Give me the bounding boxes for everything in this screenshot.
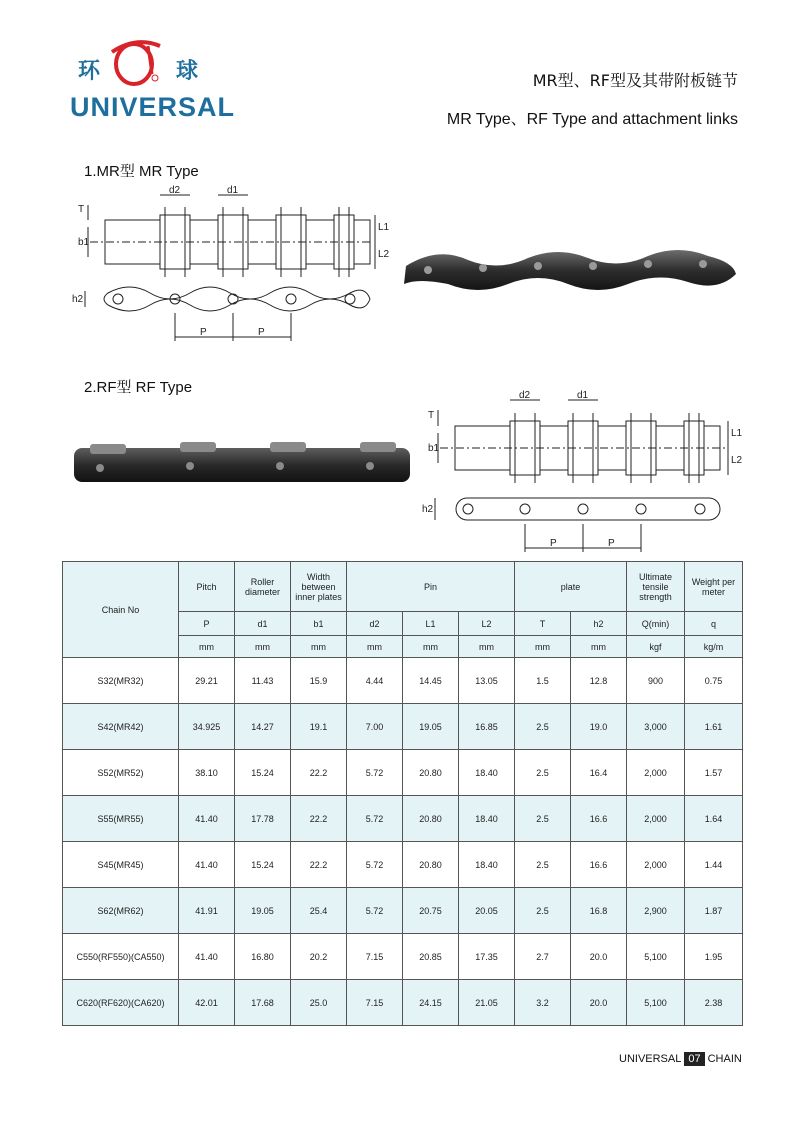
value-cell: 5,100 — [627, 980, 685, 1026]
value-cell: 20.80 — [403, 842, 459, 888]
header-pitch: Pitch — [179, 562, 235, 612]
value-cell: 20.75 — [403, 888, 459, 934]
value-cell: 20.2 — [291, 934, 347, 980]
value-cell: 1.87 — [685, 888, 743, 934]
value-cell: 42.01 — [179, 980, 235, 1026]
rf-dim-l2-label: L2 — [731, 455, 743, 466]
value-cell: 2.38 — [685, 980, 743, 1026]
symbol-cell: d1 — [235, 612, 291, 636]
symbol-cell: d2 — [347, 612, 403, 636]
dim-d1-label: d1 — [227, 185, 239, 196]
section-rf-title: 2.RF型 RF Type — [84, 379, 193, 396]
table-row — [63, 888, 743, 934]
value-cell: 25.0 — [291, 980, 347, 1026]
table-row — [63, 842, 743, 888]
value-cell: 16.4 — [571, 750, 627, 796]
unit-cell: mm — [571, 636, 627, 658]
value-cell: 17.35 — [459, 934, 515, 980]
value-cell: 900 — [627, 658, 685, 704]
value-cell: 2.5 — [515, 888, 571, 934]
value-cell: 7.15 — [347, 934, 403, 980]
value-cell: 41.40 — [179, 934, 235, 980]
rf-chain-drawing — [420, 388, 750, 558]
value-cell: 4.44 — [347, 658, 403, 704]
value-cell: 1.57 — [685, 750, 743, 796]
rf-chain-photo — [70, 438, 415, 490]
value-cell: 20.85 — [403, 934, 459, 980]
chain-no-cell: C550(RF550)(CA550) — [63, 934, 179, 980]
value-cell: 16.85 — [459, 704, 515, 750]
chain-no-cell: S45(MR45) — [63, 842, 179, 888]
logo-cn-left: 环 — [78, 59, 103, 84]
spec-table — [62, 561, 743, 1026]
rf-dim-t-label: T — [428, 410, 435, 421]
table-row — [63, 980, 743, 1026]
value-cell: 22.2 — [291, 796, 347, 842]
value-cell: 7.15 — [347, 980, 403, 1026]
chain-no-cell: S32(MR32) — [63, 658, 179, 704]
dim-h2-label: h2 — [72, 294, 84, 305]
value-cell: 5.72 — [347, 796, 403, 842]
value-cell: 2,000 — [627, 842, 685, 888]
unit-cell: mm — [403, 636, 459, 658]
symbol-cell: L1 — [403, 612, 459, 636]
value-cell: 16.6 — [571, 796, 627, 842]
value-cell: 20.80 — [403, 796, 459, 842]
value-cell: 2,900 — [627, 888, 685, 934]
value-cell: 19.1 — [291, 704, 347, 750]
unit-cell: mm — [235, 636, 291, 658]
value-cell: 2.5 — [515, 704, 571, 750]
value-cell: 0.75 — [685, 658, 743, 704]
rf-dim-p-label-2: P — [608, 538, 615, 549]
section-mr-title: 1.MR型 MR Type — [84, 163, 199, 180]
value-cell: 14.27 — [235, 704, 291, 750]
dim-p-label-1: P — [200, 327, 207, 338]
footer-section: CHAIN — [707, 1053, 742, 1065]
unit-cell: mm — [459, 636, 515, 658]
chain-no-cell: S42(MR42) — [63, 704, 179, 750]
value-cell: 1.61 — [685, 704, 743, 750]
value-cell: 1.95 — [685, 934, 743, 980]
value-cell: 13.05 — [459, 658, 515, 704]
value-cell: 20.0 — [571, 934, 627, 980]
footer-brand: UNIVERSAL — [619, 1053, 682, 1065]
value-cell: 24.15 — [403, 980, 459, 1026]
header-width-between: Width between inner plates — [291, 562, 347, 612]
value-cell: 19.0 — [571, 704, 627, 750]
value-cell: 2,000 — [627, 796, 685, 842]
value-cell: 5.72 — [347, 842, 403, 888]
chain-no-cell: S52(MR52) — [63, 750, 179, 796]
value-cell: 11.43 — [235, 658, 291, 704]
unit-cell: kgf — [627, 636, 685, 658]
table-row — [63, 934, 743, 980]
rf-dim-h2-label: h2 — [422, 504, 434, 515]
value-cell: 1.44 — [685, 842, 743, 888]
value-cell: 16.6 — [571, 842, 627, 888]
value-cell: 17.68 — [235, 980, 291, 1026]
dim-p-label-2: P — [258, 327, 265, 338]
value-cell: 15.24 — [235, 750, 291, 796]
value-cell: 41.40 — [179, 796, 235, 842]
symbol-cell: Q(min) — [627, 612, 685, 636]
symbol-cell: b1 — [291, 612, 347, 636]
value-cell: 5.72 — [347, 750, 403, 796]
chain-no-cell: C620(RF620)(CA620) — [63, 980, 179, 1026]
dim-b1-label: b1 — [78, 237, 90, 248]
value-cell: 21.05 — [459, 980, 515, 1026]
value-cell: 16.8 — [571, 888, 627, 934]
value-cell: 2.5 — [515, 750, 571, 796]
globe-logo-icon — [108, 34, 164, 90]
value-cell: 17.78 — [235, 796, 291, 842]
table-row — [63, 796, 743, 842]
table-row — [63, 658, 743, 704]
value-cell: 15.24 — [235, 842, 291, 888]
rf-dim-b1-label: b1 — [428, 443, 440, 454]
page-title-cn: MR型、RF型及其带附板链节 — [532, 71, 738, 90]
logo-cn-right: 球 — [176, 59, 201, 84]
unit-cell: mm — [291, 636, 347, 658]
value-cell: 22.2 — [291, 750, 347, 796]
value-cell: 3,000 — [627, 704, 685, 750]
value-cell: 2.7 — [515, 934, 571, 980]
symbol-cell: q — [685, 612, 743, 636]
header-weight: Weight per meter — [685, 562, 743, 612]
value-cell: 18.40 — [459, 796, 515, 842]
value-cell: 15.9 — [291, 658, 347, 704]
dim-t-label: T — [78, 204, 85, 215]
value-cell: 1.64 — [685, 796, 743, 842]
header-roller-diameter: Roller diameter — [235, 562, 291, 612]
value-cell: 14.45 — [403, 658, 459, 704]
value-cell: 16.80 — [235, 934, 291, 980]
value-cell: 38.10 — [179, 750, 235, 796]
unit-cell: mm — [347, 636, 403, 658]
rf-dim-p-label-1: P — [550, 538, 557, 549]
symbol-cell: h2 — [571, 612, 627, 636]
rf-dim-d1-label: d1 — [577, 390, 589, 401]
value-cell: 41.40 — [179, 842, 235, 888]
value-cell: 19.05 — [235, 888, 291, 934]
page-title-en: MR Type、RF Type and attachment links — [446, 111, 738, 128]
chain-no-cell: S55(MR55) — [63, 796, 179, 842]
value-cell: 7.00 — [347, 704, 403, 750]
symbol-cell: T — [515, 612, 571, 636]
table-row — [63, 750, 743, 796]
value-cell: 18.40 — [459, 842, 515, 888]
dim-l2-label: L2 — [378, 249, 390, 260]
header-ultimate-strength: Ultimate tensile strength — [627, 562, 685, 612]
value-cell: 34.925 — [179, 704, 235, 750]
logo-wordmark: UNIVERSAL — [70, 92, 236, 122]
spec-table-body — [63, 658, 743, 1026]
value-cell: 1.5 — [515, 658, 571, 704]
value-cell: 18.40 — [459, 750, 515, 796]
value-cell: 2.5 — [515, 796, 571, 842]
symbol-cell: P — [179, 612, 235, 636]
header-plate: plate — [515, 562, 627, 612]
value-cell: 20.80 — [403, 750, 459, 796]
mr-chain-photo — [398, 242, 743, 302]
rf-dim-d2-label: d2 — [519, 390, 531, 401]
value-cell: 2,000 — [627, 750, 685, 796]
unit-cell: mm — [179, 636, 235, 658]
value-cell: 3.2 — [515, 980, 571, 1026]
header-pin: Pin — [347, 562, 515, 612]
value-cell: 25.4 — [291, 888, 347, 934]
value-cell: 20.05 — [459, 888, 515, 934]
value-cell: 22.2 — [291, 842, 347, 888]
dim-d2-label: d2 — [169, 185, 181, 196]
page-number: 07 — [684, 1052, 704, 1066]
value-cell: 41.91 — [179, 888, 235, 934]
unit-cell: mm — [515, 636, 571, 658]
dim-l1-label: L1 — [378, 222, 390, 233]
unit-cell: kg/m — [685, 636, 743, 658]
value-cell: 2.5 — [515, 842, 571, 888]
chain-no-cell: S62(MR62) — [63, 888, 179, 934]
mr-chain-drawing — [70, 185, 390, 345]
value-cell: 12.8 — [571, 658, 627, 704]
header-chain-no: Chain No — [63, 562, 179, 658]
value-cell: 19.05 — [403, 704, 459, 750]
value-cell: 5.72 — [347, 888, 403, 934]
table-row — [63, 704, 743, 750]
rf-dim-l1-label: L1 — [731, 428, 743, 439]
value-cell: 5,100 — [627, 934, 685, 980]
value-cell: 29.21 — [179, 658, 235, 704]
value-cell: 20.0 — [571, 980, 627, 1026]
page-footer — [619, 1052, 742, 1066]
symbol-cell: L2 — [459, 612, 515, 636]
